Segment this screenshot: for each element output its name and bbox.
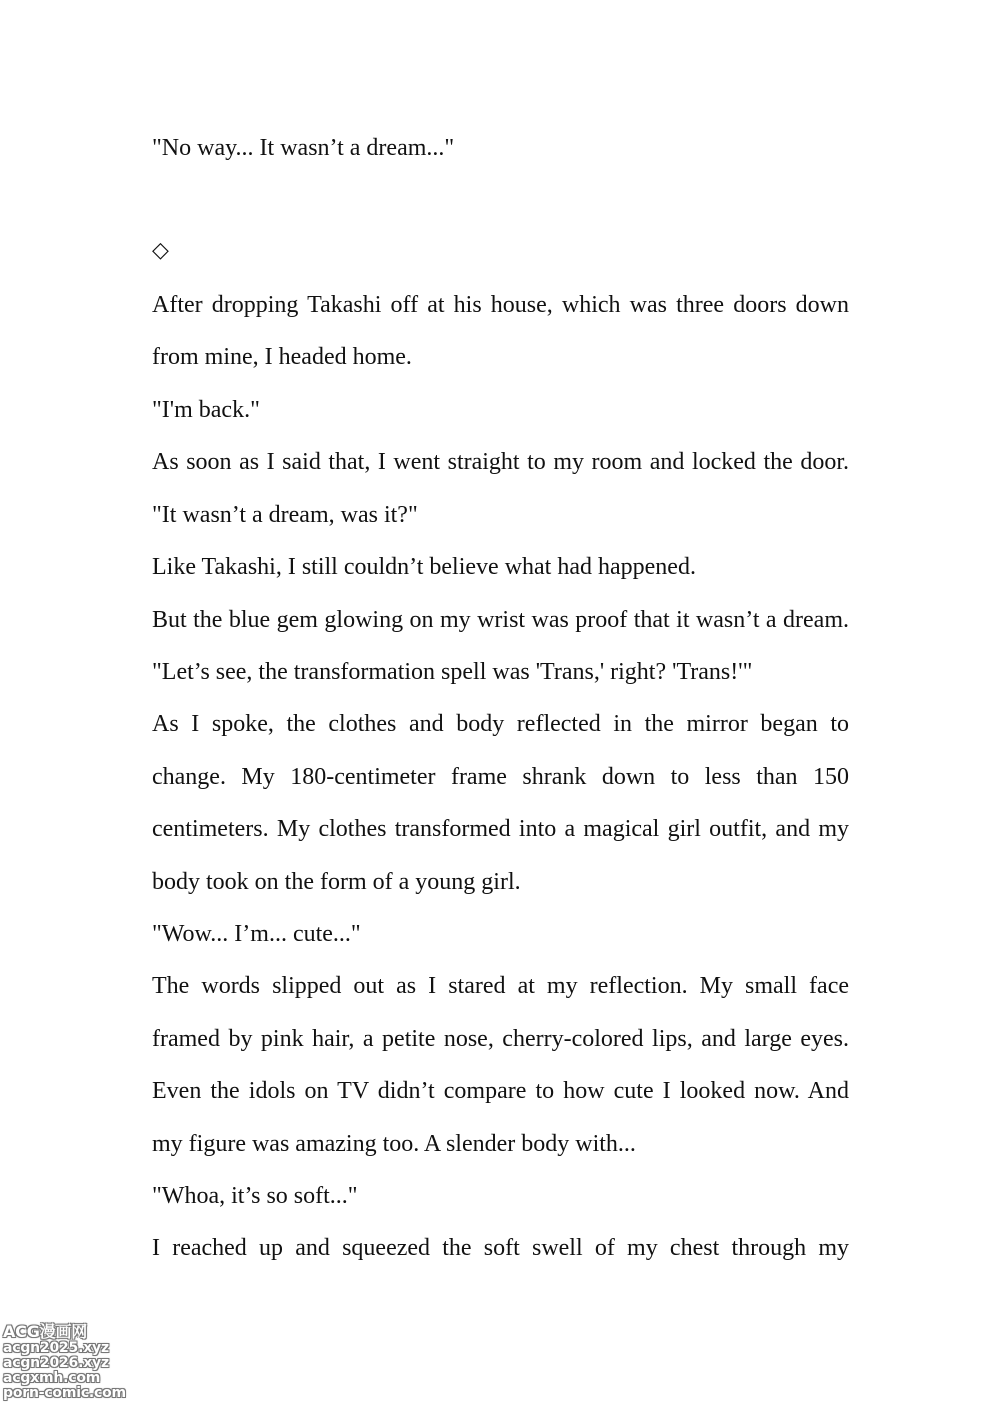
text-line: from mine, I headed home. (152, 344, 412, 370)
watermark-line: porn-comic.com (3, 1385, 126, 1401)
text-line: The words slipped out as I stared at my reflection. My small face (152, 973, 849, 999)
text-line: As soon as I said that, I went straight to my room and locked the door. (152, 449, 849, 475)
text-line: centimeters. My clothes transformed into a magical girl outfit, and my (152, 816, 849, 842)
site-watermark (3, 1323, 127, 1401)
text-line: Like Takashi, I still couldn’t believe what had happened. (152, 554, 696, 580)
watermark-line: acgn2026.xyz (3, 1355, 109, 1371)
text-line: As I spoke, the clothes and body reflected in the mirror began to (152, 711, 849, 737)
text-line: But the blue gem glowing on my wrist was proof that it wasn’t a dream. (152, 607, 849, 633)
text-line: After dropping Takashi off at his house, which was three doors down (152, 292, 849, 318)
watermark-line: ACG漫画网 (3, 1322, 88, 1341)
text-line: "It wasn’t a dream, was it?" (152, 502, 418, 528)
text-line: Even the idols on TV didn’t compare to how cute I looked now. And (152, 1078, 849, 1104)
text-line: framed by pink hair, a petite nose, cherry-colored lips, and large eyes. (152, 1026, 849, 1052)
text-line: change. My 180-centimeter frame shrank down to less than 150 (152, 764, 849, 790)
text-line: "Wow... I’m... cute..." (152, 921, 361, 947)
text-line: my figure was amazing too. A slender body with... (152, 1131, 636, 1157)
text-line: "Whoa, it’s so soft..." (152, 1183, 358, 1209)
scene-break-diamond: ◇ (152, 238, 169, 263)
text-line: "No way... It wasn’t a dream..." (152, 135, 455, 161)
text-line: "I'm back." (152, 397, 260, 423)
watermark-line: acgn2025.xyz (3, 1340, 109, 1356)
watermark-line: acgxmh.com (3, 1370, 101, 1386)
text-line: I reached up and squeezed the soft swell of my chest through my (152, 1235, 849, 1261)
text-line: body took on the form of a young girl. (152, 869, 521, 895)
text-line: "Let’s see, the transformation spell was 'Trans,' right? 'Trans!'" (152, 659, 753, 685)
